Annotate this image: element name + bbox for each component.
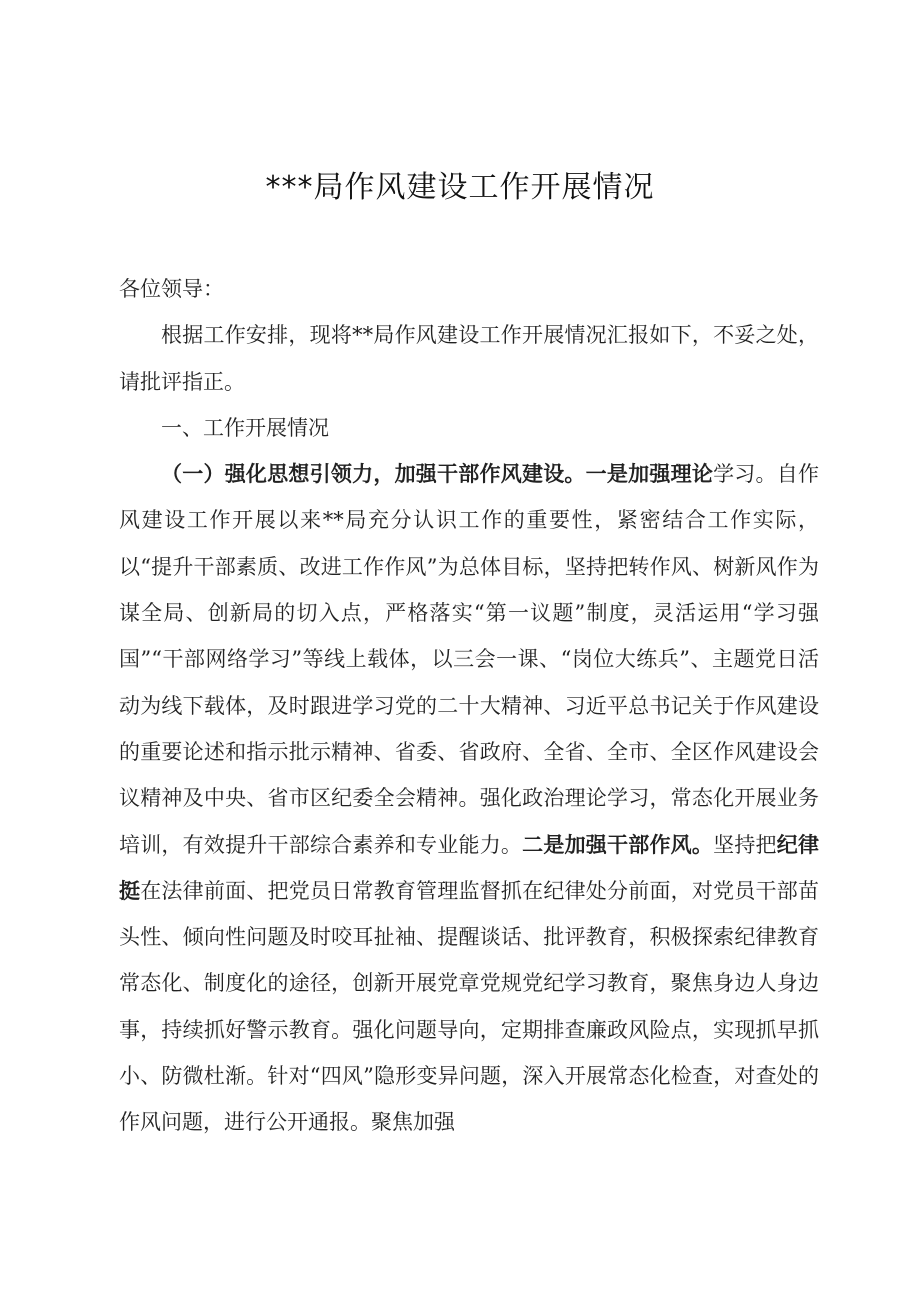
point2-text-a: 坚持把 <box>713 832 777 857</box>
document-body <box>119 266 819 1146</box>
section-heading: 一、工作开展情况 <box>161 415 329 440</box>
salutation: 各位领导： <box>119 277 224 301</box>
point2-bold-inline: 纪律挺 <box>119 832 819 903</box>
point1-label: 一是加强理论 <box>585 462 714 487</box>
point2-label: 二是加强干部作风。 <box>522 832 714 857</box>
point1-text: 学习。自作风建设工作开展以来**局充分认识工作的重要性，紧密结合工作实际，以“提升干部素质、改进工作作风”为总体目标，坚持把转作风、树新风作为谋全局、创新局的切入点，严格落实“第一议题”制度，灵活运用“学习强国”“干部网络学习”等线上载体，以三会一课、“岗位大练兵”、主题党日活动为线下载体，及时跟进学习党的二十大精神、习近平总书记关于作风建设的重要论述和指示批示精神、省委、省政府、全省、全市、全区作风建设会议精神及中央、省市区纪委全会精神。强化政治理论学习，常态化开展业务培训，有效提升干部综合素养和专业能力。 <box>119 462 820 857</box>
point2-text-b: 在法律前面、把党员日常教育管理监督抓在纪律处分前面，对党员干部苗头性、倾向性问题及时咬耳扯袖、提醒谈话、批评教育，积极探索纪律教育常态化、制度化的途径，创新开展党章党规党纪学习教育，聚焦身边人身边事，持续抓好警示教育。强化问题导向，定期排查廉政风险点，实现抓早抓小、防微杜渐。针对“四风”隐形变异问题，深入开展常态化检查，对查处的作风问题，进行公开通报。聚焦加强 <box>119 878 819 1135</box>
body-paragraph <box>119 451 819 1145</box>
intro-paragraph: 根据工作安排，现将**局作风建设工作开展情况汇报如下，不妥之处，请批评指正。 <box>119 323 819 394</box>
document-title: ***局作风建设工作开展情况 <box>265 170 655 205</box>
subheading: （一）强化思想引领力，加强干部作风建设。 <box>161 462 586 487</box>
